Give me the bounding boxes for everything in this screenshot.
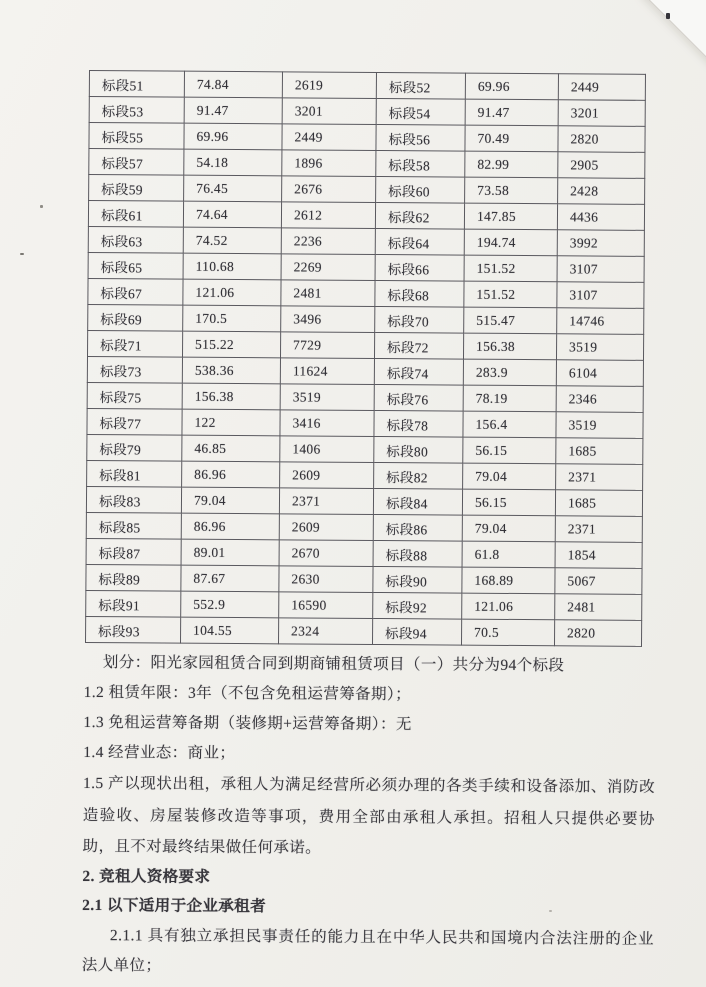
bid-section-value: 3519 — [556, 412, 643, 439]
table-row — [87, 382, 643, 412]
table-row — [89, 70, 645, 100]
bid-section-value: 56.15 — [463, 437, 556, 464]
bid-section-label: 标段77 — [87, 408, 182, 435]
bid-section-value: 156.4 — [463, 411, 556, 438]
bid-section-value: 82.99 — [465, 151, 558, 178]
bid-section-value: 3201 — [558, 100, 645, 127]
bid-section-value: 2609 — [279, 514, 373, 541]
table-row — [86, 486, 642, 516]
clause-division: 划分：阳光家园租赁合同到期商铺租赁项目（一）共分为94个标段 — [102, 654, 565, 675]
bid-section-value: 74.64 — [183, 201, 281, 228]
bid-section-value: 2346 — [556, 386, 643, 413]
table-row — [89, 96, 645, 126]
bid-section-value: 2676 — [282, 176, 376, 203]
bid-section-label: 标段82 — [374, 462, 463, 489]
bid-section-label: 标段59 — [89, 174, 184, 201]
bid-section-value: 86.96 — [181, 513, 279, 540]
bid-section-label: 标段73 — [87, 356, 182, 383]
bid-section-label: 标段83 — [86, 486, 181, 513]
bid-section-value: 7729 — [280, 332, 374, 359]
bid-section-value: 74.52 — [183, 227, 281, 254]
bid-section-value: 104.55 — [181, 617, 279, 644]
bid-section-value: 156.38 — [182, 383, 280, 410]
bid-section-value: 69.96 — [465, 73, 558, 100]
table-row — [87, 330, 643, 360]
bid-section-value: 170.5 — [183, 305, 281, 332]
bid-section-value: 11624 — [280, 358, 374, 385]
bid-section-value: 3992 — [557, 230, 644, 257]
bid-section-value: 168.89 — [462, 567, 555, 594]
table-row — [86, 564, 642, 594]
bid-section-value: 151.52 — [464, 281, 557, 308]
bid-section-value: 538.36 — [182, 357, 280, 384]
bid-section-value: 54.18 — [184, 149, 282, 176]
table-row — [87, 408, 643, 438]
bid-section-label: 标段65 — [88, 252, 183, 279]
table-row — [88, 304, 644, 334]
body-text — [82, 648, 656, 985]
bid-section-label: 标段89 — [86, 564, 181, 591]
bid-section-value: 552.9 — [181, 591, 279, 618]
bid-section-value: 2371 — [556, 464, 643, 491]
heading-2-1: 2.1 以下适用于企业承租者 — [82, 896, 267, 915]
bid-section-value: 2269 — [281, 254, 375, 281]
bid-section-label: 标段86 — [373, 514, 462, 541]
bid-section-value: 2820 — [558, 126, 645, 153]
bid-section-value: 89.01 — [181, 539, 279, 566]
scan-speck — [549, 910, 552, 912]
bid-section-value: 4436 — [557, 204, 644, 231]
bid-section-value: 147.85 — [464, 203, 557, 230]
bid-section-label: 标段63 — [88, 226, 183, 253]
bid-section-label: 标段72 — [374, 332, 463, 359]
bid-section-value: 78.19 — [463, 385, 556, 412]
bid-section-label: 标段66 — [375, 254, 464, 281]
bid-section-value: 2481 — [555, 594, 642, 621]
bid-section-value: 3107 — [557, 256, 644, 283]
bid-section-value: 46.85 — [182, 435, 280, 462]
bid-section-label: 标段91 — [86, 590, 181, 617]
bid-section-label: 标段70 — [375, 306, 464, 333]
clause-1-4: 1.4 经营业态：商业； — [83, 743, 236, 763]
table-row — [87, 460, 643, 490]
bid-section-value: 3519 — [280, 384, 374, 411]
table-row — [86, 590, 642, 620]
bid-section-value: 2236 — [281, 228, 375, 255]
table-row — [89, 148, 645, 178]
bid-section-value: 5067 — [555, 568, 642, 595]
bid-section-value: 151.52 — [464, 255, 557, 282]
scan-speck — [40, 205, 43, 208]
bid-section-label: 标段94 — [372, 618, 461, 645]
table-row — [89, 122, 645, 152]
bid-section-value: 2619 — [282, 72, 376, 99]
scan-speck — [20, 253, 24, 255]
bid-section-label: 标段64 — [375, 228, 464, 255]
bid-section-value: 73.58 — [465, 177, 558, 204]
bid-section-value: 70.49 — [465, 125, 558, 152]
table-row — [86, 512, 642, 542]
clause-1-3: 1.3 免租运营筹备期（装修期+运营筹备期）：无 — [83, 713, 412, 734]
bid-section-label: 标段87 — [86, 538, 181, 565]
bid-section-value: 91.47 — [465, 99, 558, 126]
bid-section-value: 1406 — [280, 436, 374, 463]
bid-section-label: 标段90 — [373, 566, 462, 593]
bid-section-label: 标段92 — [373, 592, 462, 619]
bid-section-value: 1685 — [555, 490, 642, 517]
bid-section-value: 56.15 — [462, 489, 555, 516]
bid-section-value: 156.38 — [463, 333, 556, 360]
table-row — [88, 252, 644, 282]
table-row — [88, 226, 644, 256]
bid-section-value: 3107 — [557, 282, 644, 309]
table-row — [87, 356, 643, 386]
bid-section-label: 标段84 — [373, 488, 462, 515]
bid-section-label: 标段52 — [376, 73, 465, 100]
bid-section-label: 标段80 — [374, 436, 463, 463]
bid-section-label: 标段85 — [86, 512, 181, 539]
bid-section-value: 2820 — [554, 620, 641, 647]
bid-section-value: 121.06 — [462, 593, 555, 620]
bid-section-value: 2428 — [558, 178, 645, 205]
bid-section-value: 3496 — [281, 306, 375, 333]
bid-section-value: 1854 — [555, 542, 642, 569]
bid-section-value: 76.45 — [184, 175, 282, 202]
bid-section-label: 标段74 — [374, 358, 463, 385]
bid-section-label: 标段51 — [89, 70, 184, 97]
bid-section-value: 3519 — [556, 334, 643, 361]
bid-section-label: 标段67 — [88, 278, 183, 305]
clause-1-5: 1.5 产以现状出租，承租人为满足经营所必须办理的各类手续和设备添加、消防改造验收、房屋装修改造等事项，费用全部由承租人承担。招租人只提供必要协助，且不对最终结果做任何承诺。 — [82, 774, 656, 857]
bid-section-value: 91.47 — [184, 97, 282, 124]
bid-section-label: 标段76 — [374, 384, 463, 411]
bid-section-value: 3416 — [280, 410, 374, 437]
bid-section-value: 3201 — [282, 98, 376, 125]
bid-section-value: 121.06 — [183, 279, 281, 306]
bid-section-label: 标段53 — [89, 96, 184, 123]
bid-section-value: 16590 — [279, 592, 373, 619]
bid-section-value: 14746 — [557, 308, 644, 335]
bid-section-value: 194.74 — [464, 229, 557, 256]
bid-section-label: 标段78 — [374, 410, 463, 437]
bid-section-label: 标段69 — [88, 304, 183, 331]
bid-section-label: 标段79 — [87, 434, 182, 461]
bid-section-value: 2905 — [558, 152, 645, 179]
bid-section-label: 标段62 — [375, 202, 464, 229]
bid-section-label: 标段93 — [86, 616, 181, 643]
bid-section-label: 标段57 — [89, 148, 184, 175]
bid-section-value: 74.84 — [184, 71, 282, 98]
bid-section-value: 2609 — [280, 462, 374, 489]
bid-section-value: 2670 — [279, 540, 373, 567]
bid-section-label: 标段81 — [87, 460, 182, 487]
bid-section-value: 2371 — [555, 516, 642, 543]
bid-section-value: 110.68 — [183, 253, 281, 280]
bid-section-value: 69.96 — [184, 123, 282, 150]
bid-section-value: 79.04 — [181, 487, 279, 514]
bid-section-value: 1896 — [282, 150, 376, 177]
bid-section-label: 标段54 — [376, 98, 465, 125]
bid-section-label: 标段58 — [376, 150, 465, 177]
bid-sections-tbody — [86, 70, 646, 646]
bid-section-value: 2324 — [278, 618, 372, 645]
bid-section-value: 6104 — [556, 360, 643, 387]
bid-section-label: 标段55 — [89, 122, 184, 149]
bid-section-label: 标段88 — [373, 540, 462, 567]
bid-sections-table — [85, 70, 646, 647]
scan-speck — [666, 13, 670, 19]
bid-section-value: 122 — [182, 409, 280, 436]
bid-section-label: 标段75 — [87, 382, 182, 409]
bid-section-value: 86.96 — [182, 461, 280, 488]
bid-section-value: 2371 — [279, 488, 373, 515]
bid-section-label: 标段71 — [87, 330, 182, 357]
bid-section-value: 2449 — [282, 124, 376, 151]
table-row — [89, 174, 645, 204]
bid-section-label: 标段60 — [376, 176, 465, 203]
table-row — [88, 278, 644, 308]
bid-section-label: 标段68 — [375, 280, 464, 307]
bid-section-value: 1685 — [556, 438, 643, 465]
bid-section-value: 79.04 — [462, 515, 555, 542]
bid-section-value: 515.22 — [182, 331, 280, 358]
bid-section-value: 2612 — [281, 202, 375, 229]
table-row — [87, 434, 643, 464]
heading-2: 2. 竞租人资格要求 — [82, 867, 211, 886]
bid-section-value: 2630 — [279, 566, 373, 593]
bid-section-value: 283.9 — [463, 359, 556, 386]
bid-section-value: 79.04 — [463, 463, 556, 490]
bid-section-value: 70.5 — [461, 619, 554, 646]
table-row — [86, 616, 642, 646]
clause-1-2: 1.2 租赁年限：3年（不包含免租运营筹备期）； — [83, 683, 412, 704]
bid-section-value: 2481 — [281, 280, 375, 307]
table-row — [88, 200, 644, 230]
bid-section-label: 标段56 — [376, 124, 465, 151]
bid-section-value: 61.8 — [462, 541, 555, 568]
bid-section-label: 标段61 — [88, 200, 183, 227]
bid-section-value: 515.47 — [464, 307, 557, 334]
bid-section-value: 2449 — [558, 74, 645, 101]
table-row — [86, 538, 642, 568]
clause-2-1-1: 2.1.1 具有独立承担民事责任的能力且在中华人民共和国境内合法注册的企业法人单位； — [81, 926, 655, 975]
bid-section-value: 87.67 — [181, 565, 279, 592]
